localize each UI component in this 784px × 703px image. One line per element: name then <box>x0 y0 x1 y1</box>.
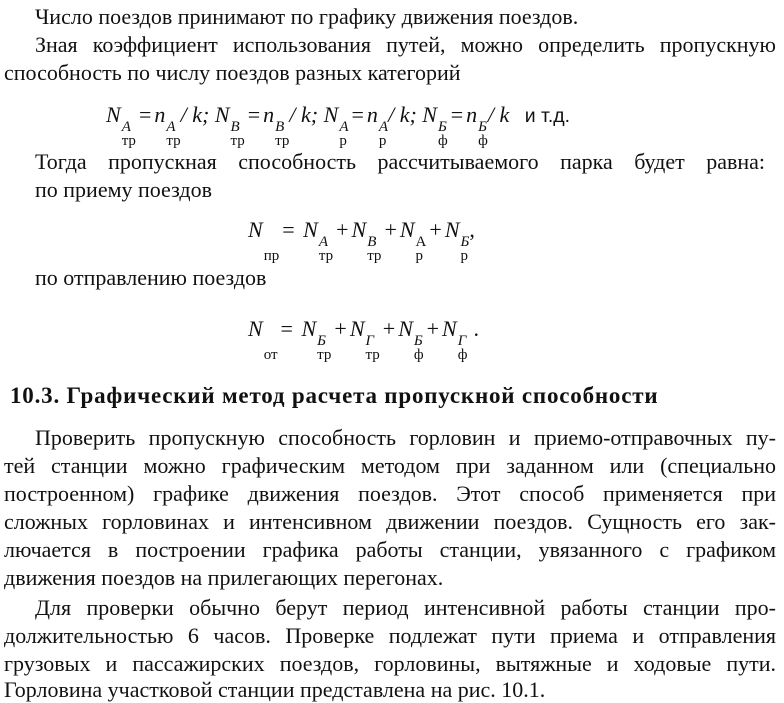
superscript: Б <box>478 119 487 135</box>
formula-term <box>324 101 349 148</box>
formula-term: N Б р <box>444 217 470 264</box>
text-line: Число поездов принимают по графику движения поездов. <box>35 4 579 29</box>
superscript: A <box>378 119 389 135</box>
subscript: р <box>339 133 347 149</box>
symbol-n: n <box>466 102 478 127</box>
paragraph-line: построенном) графике движения поездов. Этот способ применяется при <box>4 481 776 506</box>
paragraph-line: Проверить пропускную способность горловин и приемо-отправочных пу- <box>35 425 776 450</box>
superscript: A <box>121 119 131 135</box>
symbol-N: N <box>106 102 121 127</box>
formula-term <box>215 101 245 148</box>
subscript: ф <box>437 133 448 149</box>
subscript: р <box>415 248 424 264</box>
text-line: Тогда пропускная способность рассчитываемого парка будет равна: <box>35 149 765 174</box>
paragraph-line: движения поездов на прилегающих перегонах. <box>4 565 444 590</box>
formula-departure-capacity: N от = N Б тр + N Г тр + N Б ф + N Г ф . <box>248 316 479 363</box>
subscript: тр <box>121 133 136 149</box>
superscript: A <box>166 119 176 135</box>
subscript: тр <box>166 133 181 149</box>
subscript: тр <box>317 347 332 363</box>
superscript: Б <box>317 333 327 349</box>
symbol-N: N <box>323 102 339 127</box>
formula-term <box>422 101 447 148</box>
formula-term <box>154 101 180 148</box>
subscript: от <box>263 347 278 363</box>
superscript: Б <box>460 234 470 250</box>
symbol-N: N <box>248 316 263 341</box>
symbol-n: n <box>154 102 166 127</box>
formula-punctuation: . <box>473 316 479 341</box>
symbol-n: n <box>263 102 275 127</box>
text-line: по приему поездов <box>35 177 212 202</box>
division-k: / k; <box>289 102 319 127</box>
superscript: B <box>275 119 285 135</box>
formula-term: N Б тр <box>301 316 332 363</box>
subscript: пр <box>263 248 280 264</box>
formula-term: N B тр <box>351 217 382 264</box>
formula-term <box>367 101 388 148</box>
symbol-N: N <box>248 217 263 242</box>
superscript: Г <box>457 333 467 349</box>
formula-term <box>263 101 289 148</box>
superscript: Г <box>365 333 375 349</box>
superscript: Б <box>437 119 447 135</box>
superscript: B <box>367 234 377 250</box>
subscript: ф <box>478 133 488 149</box>
subscript: тр <box>275 133 290 149</box>
formula-term: N Г тр <box>349 316 380 363</box>
superscript: B <box>230 119 240 135</box>
symbol-N: N <box>214 102 230 127</box>
paragraph-line: тей станции можно графическим методом при заданном или (специально <box>4 453 776 478</box>
superscript: А <box>415 234 427 250</box>
superscript: Б <box>413 333 423 349</box>
paragraph-line: лючается в построении графика работы станции, увязанного с графиком <box>4 537 776 562</box>
subscript: тр <box>318 248 334 264</box>
paragraph-line: Горловина участковой станции представлена на рис. 10.1. <box>4 677 546 702</box>
formula-capacity-by-category: N A тр = n A тр / k; N B тр = n B тр / k; N A р = n A р / k; N Б ф = n Б ф / k и т.д. <box>106 102 571 149</box>
subscript: р <box>460 248 468 264</box>
division-k: / k <box>487 102 510 127</box>
formula-term: N Б ф <box>398 316 424 363</box>
paragraph-line: Для проверки обычно берут период интенсивной работы станции про- <box>35 595 776 620</box>
superscript: A <box>339 119 349 135</box>
division-k: / k; <box>388 102 417 127</box>
division-k: / k; <box>180 102 210 127</box>
etc-text: и т.д. <box>524 105 571 127</box>
subscript: тр <box>365 347 380 363</box>
formula-term <box>106 101 136 148</box>
subscript: р <box>378 133 387 149</box>
formula-term <box>466 101 488 148</box>
formula-arrival-capacity: N пр = N A тр + N B тр + N А р + N Б р , <box>248 217 475 264</box>
subscript: ф <box>413 347 424 363</box>
superscript: A <box>318 234 328 250</box>
formula-term: N A тр <box>303 217 334 264</box>
formula-term: N А р <box>399 217 427 264</box>
subscript: тр <box>367 248 382 264</box>
subscript: тр <box>230 133 245 149</box>
text-line: Зная коэффициент использования путей, можно определить пропускную <box>35 32 776 57</box>
symbol-N: N <box>422 102 437 127</box>
formula-punctuation: , <box>469 217 475 242</box>
paragraph-line: грузовых и пассажирских поездов, горловины, вытяжные и ходовые пути. <box>4 651 776 676</box>
text-line: способность по числу поездов разных категорий <box>4 60 461 85</box>
paragraph-line: сложных горловинах и интенсивном движении поездов. Сущность его зак- <box>4 509 776 534</box>
paragraph-line: должительностью 6 часов. Проверке подлежат пути приема и отправления <box>4 623 776 648</box>
section-heading: 10.3. Графический метод расчета пропускной способности <box>10 383 659 408</box>
formula-term: N Г ф <box>442 316 468 363</box>
text-line: по отправлению поездов <box>35 265 267 290</box>
subscript: ф <box>457 347 468 363</box>
symbol-n: n <box>366 102 378 127</box>
